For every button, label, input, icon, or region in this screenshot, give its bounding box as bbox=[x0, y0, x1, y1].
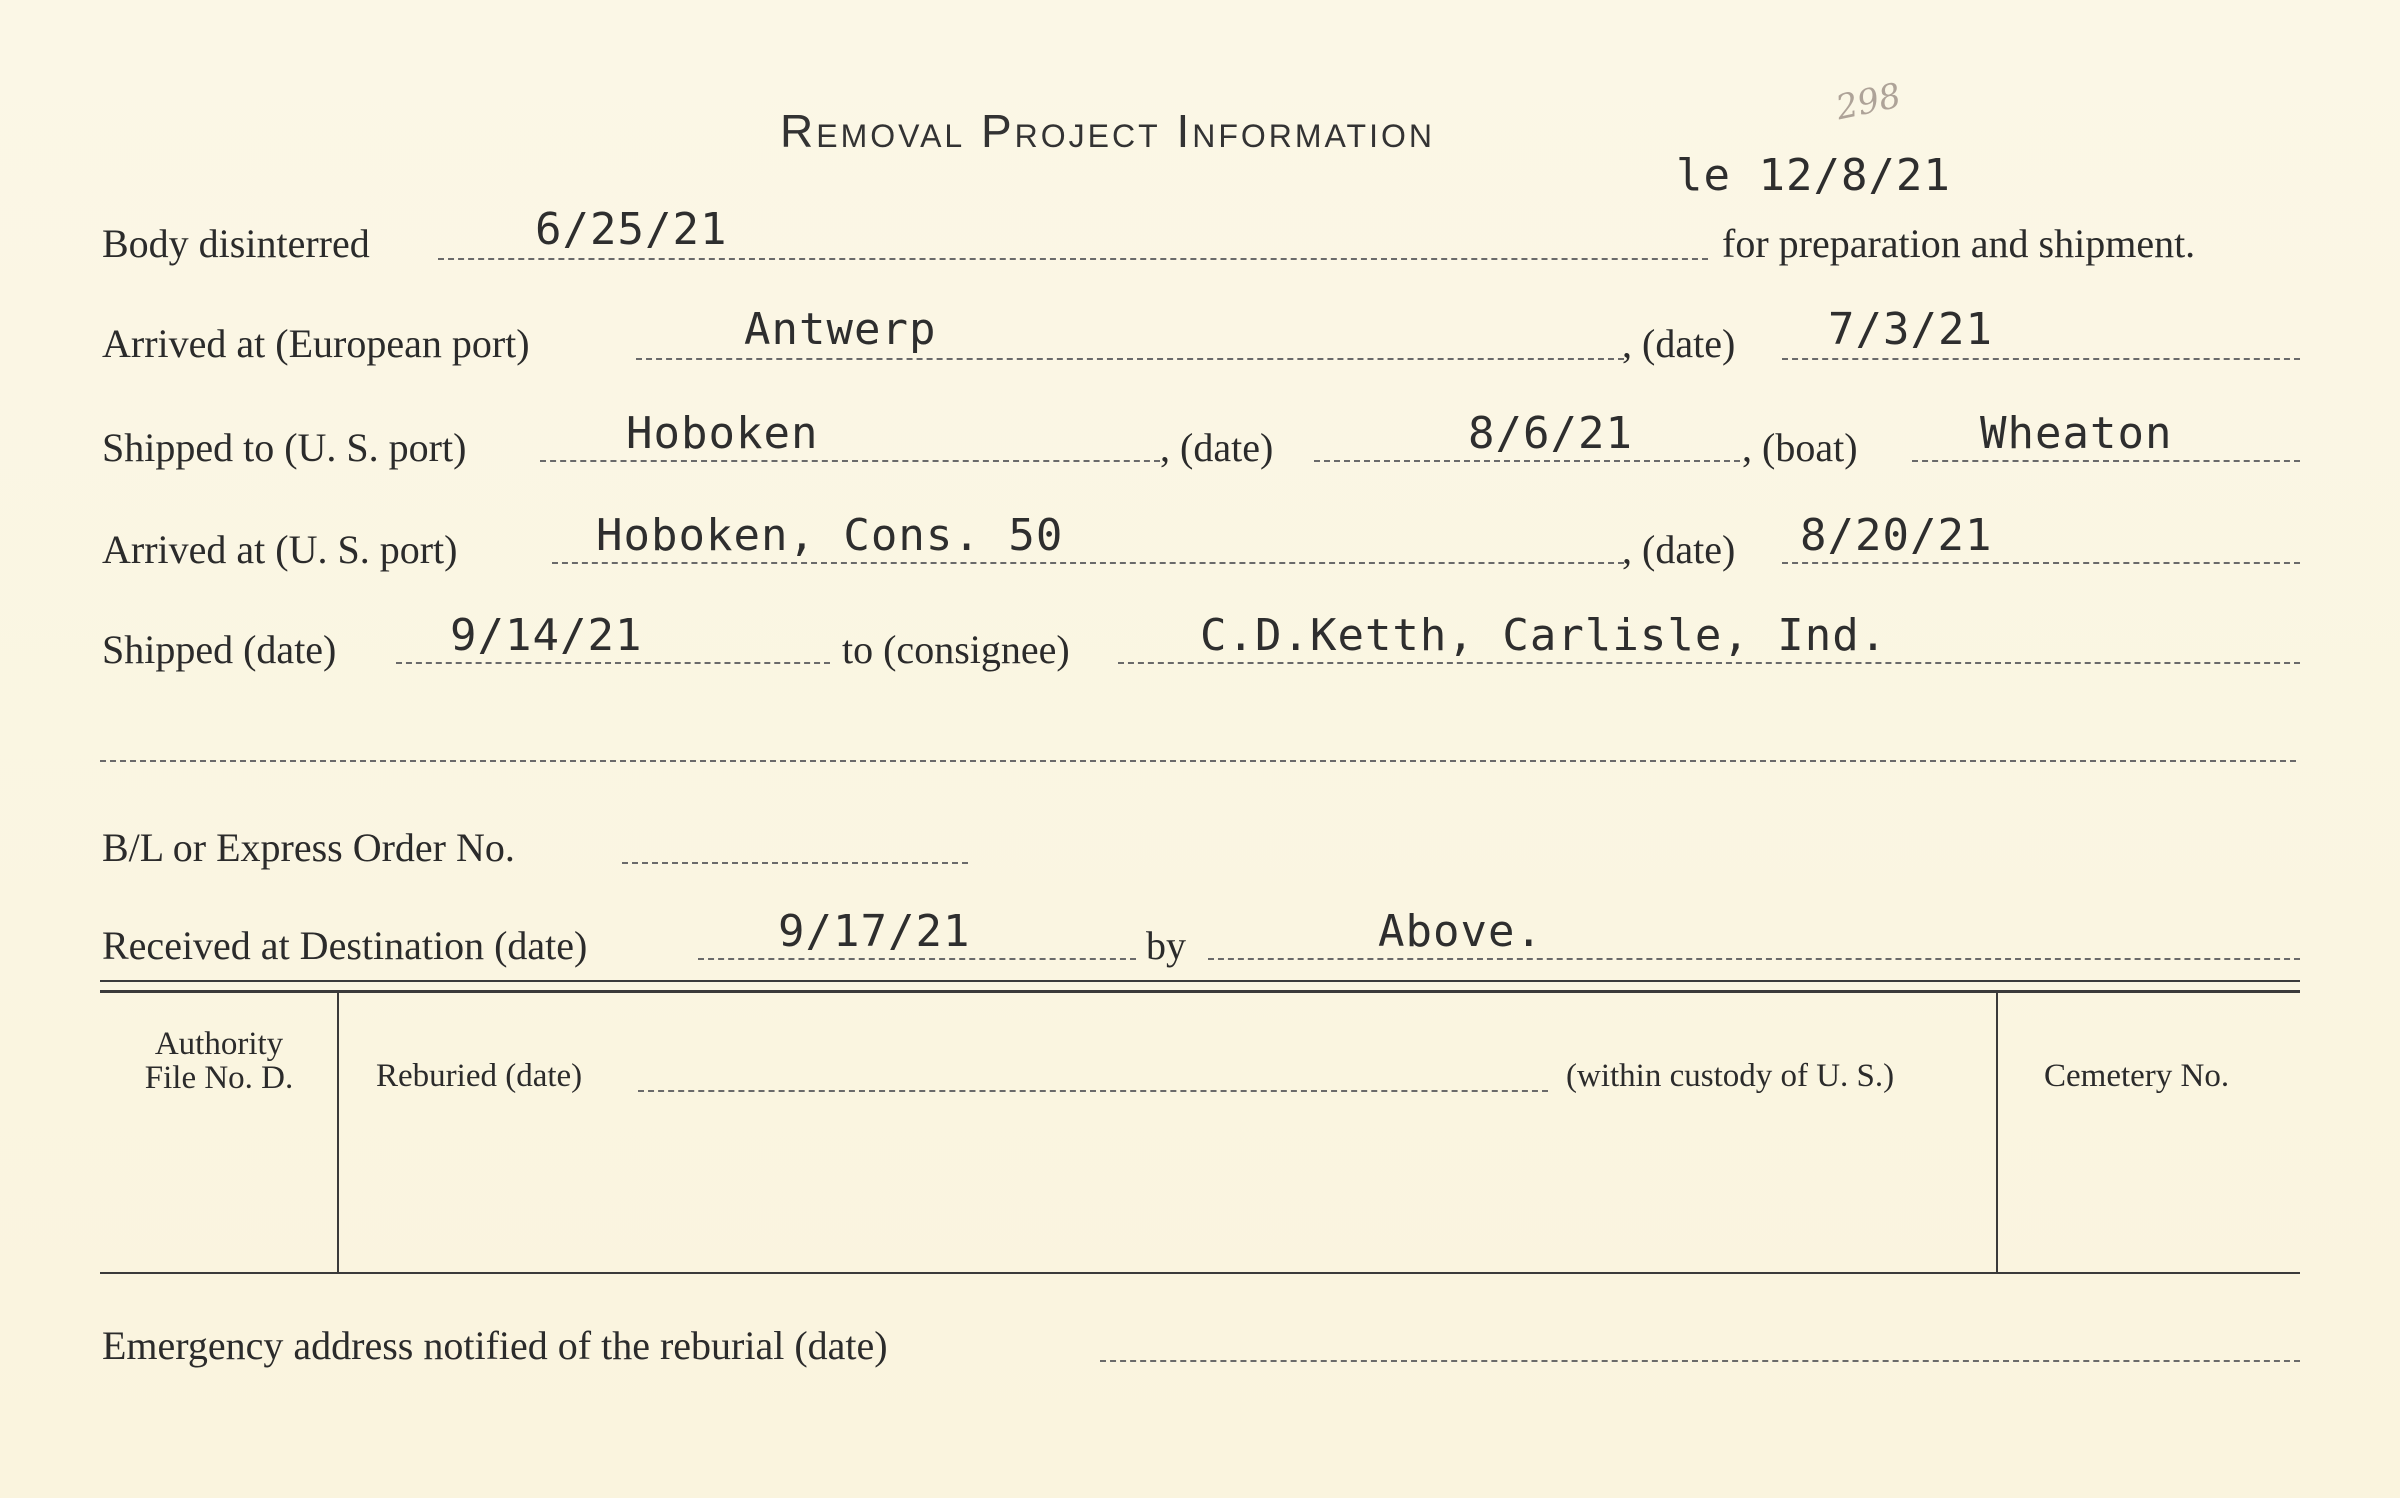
bl-label: B/L or Express Order No. bbox=[102, 825, 515, 870]
shipped-date-line bbox=[396, 662, 830, 664]
shipped-us-date-label: , (date) bbox=[1160, 425, 1274, 470]
arrived-european-date-label: , (date) bbox=[1622, 321, 1736, 366]
shipped-date-label: Shipped (date) bbox=[102, 627, 337, 672]
authority-label-line1: Authority bbox=[154, 1026, 284, 1062]
arrived-us-date-value: 8/20/21 bbox=[1800, 510, 1993, 561]
shipped-us-line bbox=[540, 460, 1160, 462]
arrived-us-label: Arrived at (U. S. port) bbox=[102, 527, 458, 572]
disinterred-label: Body disinterred bbox=[102, 221, 370, 266]
disinterred-suffix: for preparation and shipment. bbox=[1722, 221, 2196, 266]
arrived-european-line bbox=[636, 358, 1624, 360]
table-top-rule-2 bbox=[100, 990, 2300, 993]
arrived-european-label: Arrived at (European port) bbox=[102, 321, 530, 366]
emergency-label: Emergency address notified of the reburial (date) bbox=[102, 1323, 888, 1368]
custody-label: (within custody of U. S.) bbox=[1566, 1058, 1895, 1094]
authority-label-line2: File No. D. bbox=[144, 1060, 294, 1096]
cemetery-label: Cemetery No. bbox=[2044, 1058, 2230, 1094]
consignee-line bbox=[1118, 662, 2300, 664]
shipped-us-label: Shipped to (U. S. port) bbox=[102, 425, 467, 470]
received-by-line bbox=[1208, 958, 2300, 960]
shipped-us-value: Hoboken bbox=[626, 408, 819, 459]
bl-line bbox=[622, 862, 968, 864]
received-by-value: Above. bbox=[1378, 906, 1543, 957]
emergency-line bbox=[1100, 1360, 2300, 1362]
stamp-date: le 12/8/21 bbox=[1676, 150, 1951, 201]
table-divider-right bbox=[1996, 993, 1998, 1272]
shipped-us-date-value: 8/6/21 bbox=[1468, 408, 1633, 459]
consignee-value: C.D.Ketth, Carlisle, Ind. bbox=[1200, 610, 1888, 661]
received-label: Received at Destination (date) bbox=[102, 923, 588, 968]
disinterred-line bbox=[438, 258, 1708, 260]
arrived-us-date-label: , (date) bbox=[1622, 527, 1736, 572]
table-bottom-rule bbox=[100, 1272, 2300, 1274]
arrived-us-date-line bbox=[1782, 562, 2300, 564]
disinterred-value: 6/25/21 bbox=[535, 204, 728, 255]
table-top-rule bbox=[100, 980, 2300, 982]
received-value: 9/17/21 bbox=[778, 906, 971, 957]
consignee-label: to (consignee) bbox=[842, 627, 1070, 672]
shipped-us-boat-label: , (boat) bbox=[1742, 425, 1858, 470]
shipped-us-date-line bbox=[1314, 460, 1740, 462]
arrived-european-value: Antwerp bbox=[744, 304, 937, 355]
shipped-us-boat-line bbox=[1912, 460, 2300, 462]
arrived-us-value: Hoboken, Cons. 50 bbox=[596, 510, 1064, 561]
shipped-us-boat-value: Wheaton bbox=[1980, 408, 2173, 459]
received-by-label: by bbox=[1146, 923, 1186, 968]
table-divider-left bbox=[337, 993, 339, 1272]
reburied-label: Reburied (date) bbox=[376, 1058, 583, 1094]
arrived-european-date-value: 7/3/21 bbox=[1828, 304, 1993, 355]
shipped-date-value: 9/14/21 bbox=[450, 610, 643, 661]
reburied-line bbox=[638, 1090, 1548, 1092]
arrived-us-line bbox=[552, 562, 1624, 564]
arrived-european-date-line bbox=[1782, 358, 2300, 360]
received-line bbox=[698, 958, 1136, 960]
blank-continuation-line bbox=[100, 760, 2296, 762]
card-title: Removal Project Information bbox=[780, 105, 1435, 157]
handwritten-mark: 298 bbox=[1832, 75, 1905, 129]
